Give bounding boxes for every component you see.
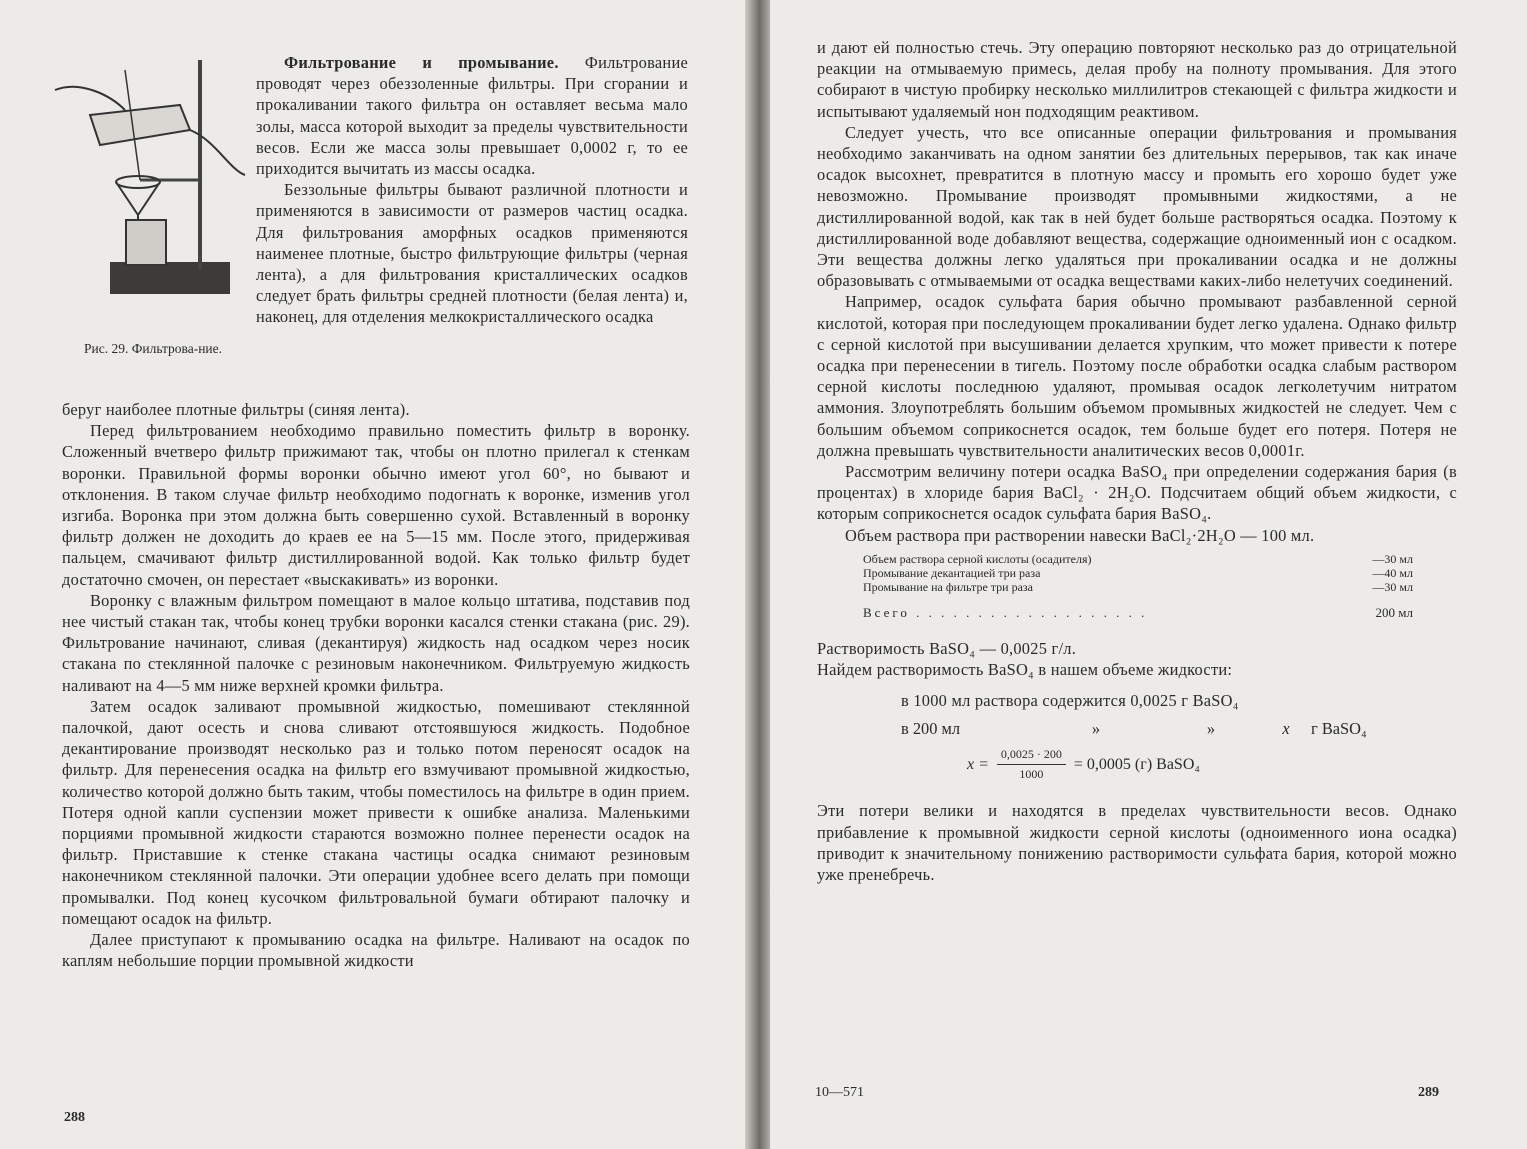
formula bbox=[967, 747, 1457, 782]
page-number-left: 288 bbox=[64, 1110, 85, 1125]
paragraph: и дают ей полностью стечь. Эту операцию повторяют несколько раз до отрицательной реакции на отмываемую примесь, делая пробу на полноту промывания. Для этого собирают в чистую пробирку несколько миллилитров стекающей с фильтра жидкости и испытывают удаляемый нон подходящим реактивом. bbox=[817, 38, 1457, 121]
calc-variable: x bbox=[1282, 719, 1290, 739]
formula-lhs: x = bbox=[967, 755, 989, 773]
wrapped-text-block bbox=[256, 52, 688, 328]
paragraph: Перед фильтрованием необходимо правильно поместить фильтр в воронку. Сложенный вчетверо фильтр прижимают так, чтобы он плотно прилегал к стенкам воронки. Правильной формы воронки обычно имеют угол 60°, но бывают и отклонения. В таком случае фильтр необходимо подогнать к воронке, изменив угол изгиба. Воронка при этом должна быть совершенно сухой. Вставленный в воронку фильтр должен не доходить до краев ее на 5—15 мм. После этого, придерживая пальцем, смачивают фильтр дистиллированной водой. Как только фильтр будет достаточно смочен, он перестает «выскакивать» из воронки. bbox=[62, 421, 690, 589]
formula-result: = 0,0005 (г) BaSO₄ bbox=[1073, 755, 1200, 773]
row-label: Промывание декантацией три раза bbox=[863, 565, 1041, 580]
paragraph: Воронку с влажным фильтром помещают в малое кольцо штатива, подставив под нее чистый стакан так, чтобы конец трубки воронки касался стенки стакана (рис. 29). Фильтрование начинают, сливая (декантируя) жидкость над осадком через носик стакана по стеклянной палочке с резиновым наконечником. Фильтруемую жидкость наливают на 4—5 мм ниже верхней кромки фильтра. bbox=[62, 590, 690, 695]
paragraph: Рассмотрим величину потери осадка BaSO₄ при определении содержания бария (в процентах) в хлориде бария BaCl₂ · 2H₂O. Подсчитаем общий объем жидкости, с которым соприкоснется осадок сульфата бария BaSO₄. bbox=[817, 462, 1457, 524]
intro-text: Фильтрование проводят через обеззоленные фильтры. При сгорании и прокаливании такого фильтра он оставляет весьма мало золы, масса которой выходит за пределы чувствительности весов. Если же масса золы превышает 0,0002 г, то ее приходится вычитать из массы осадка. bbox=[256, 53, 688, 179]
fraction bbox=[997, 747, 1066, 782]
row-value: —30 мл bbox=[1372, 551, 1413, 566]
solubility-line: Растворимость BaSO₄ — 0,0025 г/л. bbox=[817, 638, 1077, 658]
filtration-apparatus-illustration bbox=[40, 50, 250, 380]
paragraph: Беззольные фильтры бывают различной плотности и применяются в зависимости от размеров частиц осадка. Для фильтрования аморфных осадков применяются наименее плотные, быстро фильтрующие фильтры (черная лента), а для фильтрования кристаллических осадков следует брать фильтры средней плотности (белая лента) и, наконец, для отделения мелкокристаллического осадка bbox=[256, 180, 688, 327]
right-body-text bbox=[817, 37, 1457, 885]
table-total-row bbox=[863, 606, 1413, 620]
total-label: Всего . . . . . . . . . . . . . . . . . . . bbox=[863, 604, 1148, 620]
calc-text: в 200 мл bbox=[901, 719, 961, 739]
paragraph: беруг наиболее плотные фильтры (синяя лента). bbox=[62, 400, 410, 419]
find-line: Найдем растворимость BaSO₄ в нашем объеме жидкости: bbox=[817, 660, 1233, 680]
conclusion-paragraph: Эти потери велики и находятся в пределах чувствительности весов. Однако прибавление к промывной жидкости серной кислоты (одноименного иона осадка) приводит к значительному понижению растворимости сульфата бария, которой можно уже пренебречь. bbox=[817, 801, 1457, 885]
calc-line bbox=[901, 719, 1457, 739]
ditto-mark: » bbox=[1091, 719, 1101, 739]
intro-paragraph bbox=[256, 52, 688, 179]
row-label: Объем раствора серной кислоты (осадителя) bbox=[863, 551, 1092, 566]
left-page bbox=[0, 0, 752, 1149]
table-row bbox=[863, 552, 1413, 566]
paragraph: Следует учесть, что все описанные операции фильтрования и промывания необходимо заканчивать на одном занятии без длительных перерывов, так как иначе осадок высохнет, превратится в плотную массу и промыть его хорошо будет уже невозможно. Промывание производят промывными жидкостями, а не дистиллированной водой, как так в ней будет больше растворяться осадка. Поэтому к дистиллированной воде добавляют вещества, содержащие одноименный ион с осадком. Эти вещества должны легко удаляться при прокаливании осадка и не должны образовывать с отмываемыми от осадка веществами каких-либо нелетучих соединений. bbox=[817, 122, 1457, 291]
figure-caption: Рис. 29. Фильтрова-ние. bbox=[83, 341, 223, 356]
row-label: Промывание на фильтре три раза bbox=[863, 579, 1033, 594]
section-heading: Фильтрование и промывание. bbox=[284, 53, 559, 72]
table-row bbox=[863, 580, 1413, 594]
page-number-right: 289 bbox=[1418, 1085, 1439, 1100]
signature-mark: 10—571 bbox=[815, 1085, 864, 1100]
paragraph: Например, осадок сульфата бария обычно промывают разбавленной серной кислотой, которая при последующем прокаливании будет легко удалена. Однако фильтр с серной кислотой при высушивании делается хрупким, что может привести к потере осадка при перенесении в тигель. Поэтому после обработки осадка слабым раствором серной кислоты последнюю удаляют, промывая осадок легколетучим нитратом аммония. Злоупотреблять большим объемом промывных жидкостей не следует. Чем с большим объемом соприкоснется осадок, тем больше будет его потеря. Потеря не должна превышать чувствительности аналитических весов 0,0001г. bbox=[817, 292, 1457, 460]
table-row bbox=[863, 566, 1413, 580]
calculation-block bbox=[901, 690, 1457, 739]
numerator: 0,0025 · 200 bbox=[997, 747, 1066, 765]
left-body-text bbox=[62, 399, 690, 971]
ditto-mark: » bbox=[1206, 719, 1216, 739]
calc-text: г BaSO₄ bbox=[1311, 719, 1367, 739]
row-value: —40 мл bbox=[1372, 565, 1413, 580]
paragraph: Далее приступают к промыванию осадка на фильтре. Наливают на осадок по каплям небольшие порции промывной жидкости bbox=[62, 930, 690, 971]
row-value: —30 мл bbox=[1372, 579, 1413, 594]
denominator: 1000 bbox=[1019, 767, 1044, 782]
paragraph: Затем осадок заливают промывной жидкостью, помешивают стеклянной палочкой, дают осесть и снова сливают отстоявшуюся жидкость. Подобное декантирование производят несколько раз и только потом переносят осадок на фильтр. Для перенесения осадка на фильтр его взмучивают промывной жидкостью, количество которой должно быть таким, чтобы поместилось на фильтре в один прием. Потеря одной капли суспензии может привести к ошибке анализа. Маленькими порциями промывной жидкости стараются возможно полнее перенести осадок на фильтр. Приставшие к стенке стакана частицы осадка снимают резиновым наконечником стеклянной палочки. Эти операции удобнее всего делать при помощи промывалки. Под конец кусочком фильтровальной бумаги обтирают палочку и помещают осадок на фильтр. bbox=[62, 696, 690, 928]
calc-line: в 1000 мл раствора содержится 0,0025 г BaSO₄ bbox=[901, 691, 1239, 711]
total-value: 200 мл bbox=[1375, 604, 1413, 620]
volume-table bbox=[863, 552, 1413, 620]
paragraph: Объем раствора при растворении навески BaCl₂·2H₂O — 100 мл. bbox=[845, 525, 1315, 545]
